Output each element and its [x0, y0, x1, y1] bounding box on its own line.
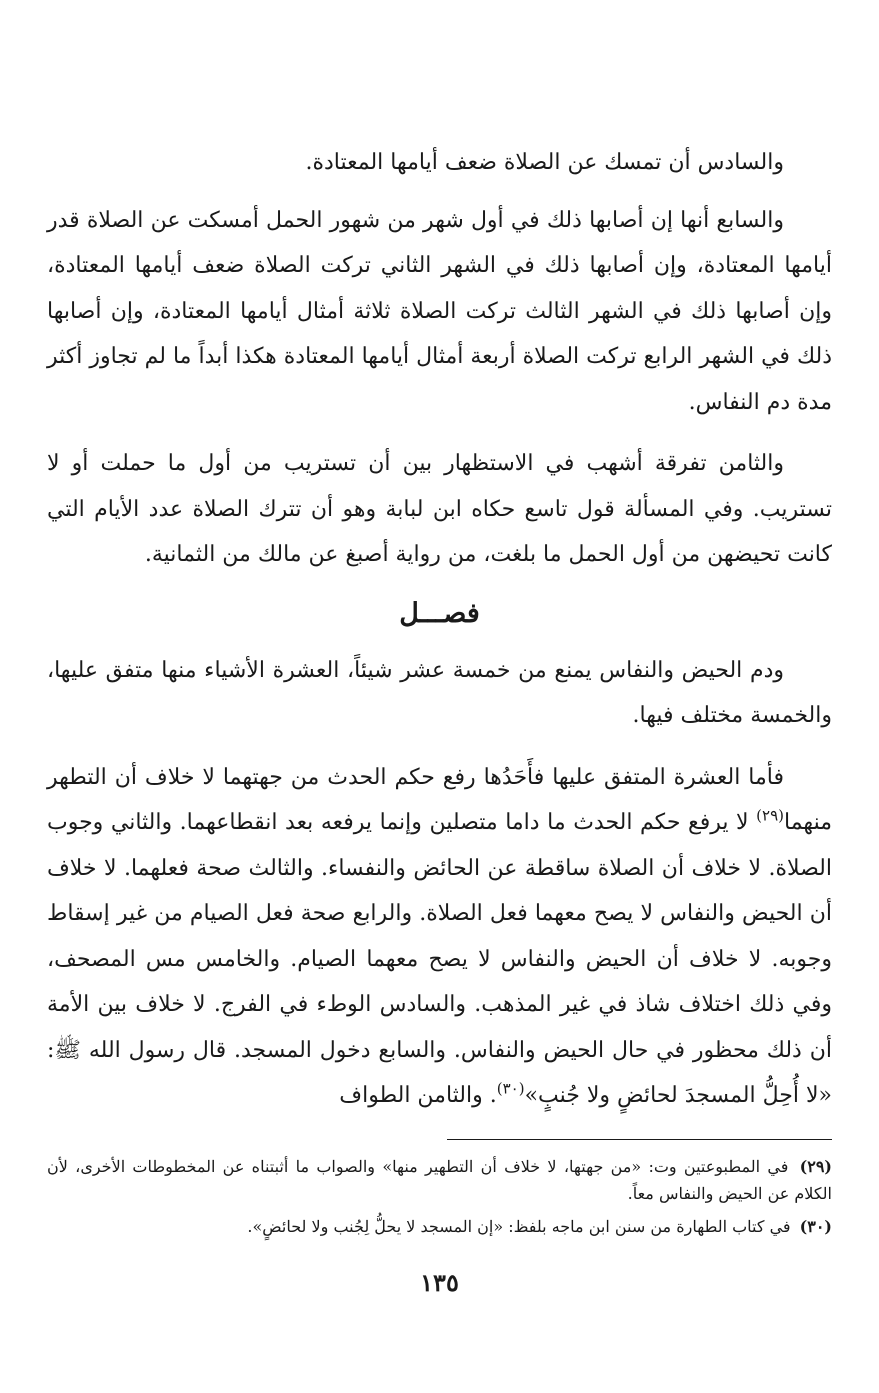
- paragraph-eighth: والثامن تفرقة أشهب في الاستظهار بين أن تستريب من أول ما حملت أو لا تستريب. وفي المسألة قول تاسع حكاه ابن لبابة وهو أن تترك الصلاة عدد الأيام التي كانت تحيضهن من أول الحمل ما بلغت، من رواية أصبغ عن مالك من الثمانية.: [47, 451, 832, 567]
- footnote-ref-29[interactable]: (٢٩): [756, 806, 784, 825]
- footnote-text: في كتاب الطهارة من سنن ابن ماجه بلفظ: «إن المسجد لا يحلُّ لِجُنب ولا لحائضٍ».: [247, 1217, 791, 1236]
- footnote-divider: [447, 1139, 832, 1140]
- paragraph-sixth: والسادس أن تمسك عن الصلاة ضعف أيامها المعتادة.: [305, 150, 784, 175]
- footnote-mark: (٣٠): [799, 1217, 832, 1236]
- section-paragraph-intro: ودم الحيض والنفاس يمنع من خمسة عشر شيئاً، العشرة الأشياء منها متفق عليها، والخمسة مختلف فيها.: [47, 657, 832, 728]
- paragraph-text-part: فأما العشرة المتفق عليها فأَحَدُها رفع حكم الحدث من جهتهما لا خلاف أن التطهر منهما: [47, 764, 832, 835]
- paragraph-text-part: لا يرفع حكم الحدث ما داما متصلين وإنما يرفعه بعد انقطاعهما. والثاني وجوب الصلاة. لا خلاف أن الصلاة ساقطة عن الحائض والنفساء. والثالث صحة فعلهما. لا خلاف أن الحيض والنفاس لا يصح معهما فعل الصلاة. والرابع صحة فعل الصيام من غير إسقاط وجوبه. لا خلاف أن الحيض والنفاس لا يصح معهما الصيام. والخامس مس المصحف، وفي ذلك اختلاف شاذ في غير المذهب. والسادس الوطء في الفرج. لا خلاف بين الأمة أن ذلك محظور في حال الحيض والنفاس. والسابع دخول المسجد. قال رسول الله ﷺ: «لا أُحِلُّ المسجدَ لحائضٍ ولا جُنبٍ»: [47, 810, 832, 1108]
- footnotes: [47, 1153, 832, 1246]
- footnote-ref-30[interactable]: (٣٠): [496, 1079, 525, 1098]
- page-number: ١٣٥: [420, 1268, 459, 1297]
- footnote-29: [47, 1153, 832, 1207]
- footnote-text: في المطبوعتين وت: «من جهتها، لا خلاف أن التطهير منها» والصواب ما أثبتناه عن المخطوطات الأخرى، لأن الكلام عن الحيض والنفاس معاً.: [47, 1157, 832, 1203]
- main-text: [47, 140, 832, 1135]
- paragraph-seventh: والسابع أنها إن أصابها ذلك في أول شهر من شهور الحمل أمسكت عن الصلاة قدر أيامها المعتادة، وإن أصابها ذلك في الشهر الثاني تركت الصلاة ضعف أيامها المعتادة، وإن أصابها ذلك في الشهر الثالث تركت الصلاة ثلاثة أمثال أيامها المعتادة، وإن أصابها ذلك في الشهر الرابع تركت الصلاة أربعة أمثال أيامها المعتادة هكذا أبداً ما لم تجاوز أكثر مدة دم النفاس.: [47, 207, 832, 415]
- paragraph-text-part: . والثامن الطواف: [339, 1083, 497, 1108]
- footnote-mark: (٢٩): [799, 1157, 832, 1176]
- footnote-30: [47, 1213, 832, 1240]
- section-heading: فصـــل: [399, 597, 480, 629]
- section-paragraph-ten-things: [47, 755, 832, 1119]
